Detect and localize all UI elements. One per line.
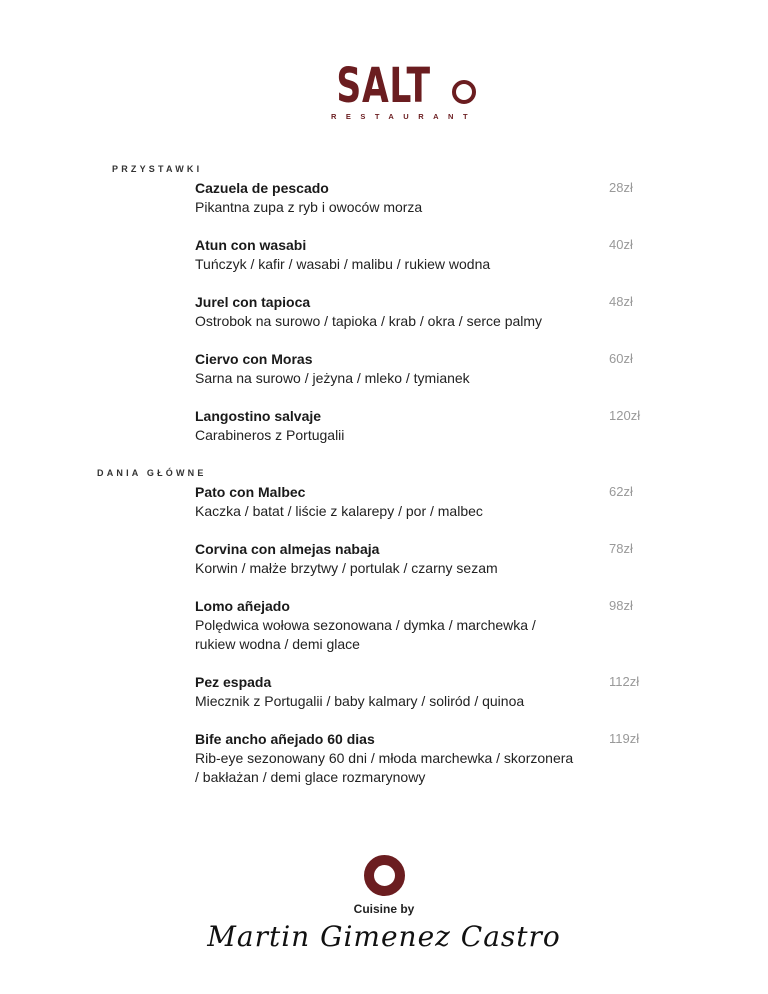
item-price: 119zł: [609, 731, 640, 746]
item-price: 112zł: [609, 674, 640, 689]
menu-item: [195, 730, 640, 787]
item-price: 28zł: [609, 180, 633, 195]
menu-item: [195, 407, 641, 445]
menu-item: [195, 597, 635, 654]
item-name: Bife ancho añejado 60 dias: [195, 731, 375, 747]
logo-ring-icon: [452, 80, 476, 104]
item-description: Pikantna zupa z ryb i owoców morza: [195, 199, 423, 215]
section-label-starters: PRZYSTAWKI: [112, 164, 203, 174]
chef-signature: Martin Gimenez Castro: [207, 920, 561, 953]
menu-item: [195, 673, 640, 711]
item-description: Kaczka / batat / liście z kalarepy / por / malbec: [195, 503, 483, 519]
item-description: Miecznik z Portugalii / baby kalmary / soliród / quinoa: [195, 693, 525, 709]
menu-item: [195, 236, 635, 274]
restaurant-logo: [0, 60, 768, 121]
item-price: 120zł: [609, 408, 641, 423]
item-price: 40zł: [609, 237, 633, 252]
item-price: 98zł: [609, 598, 633, 613]
menu-item: [195, 293, 635, 331]
logo-name: SALT: [336, 58, 432, 114]
item-description: Sarna na surowo / jeżyna / mleko / tymianek: [195, 370, 470, 386]
item-name: Lomo añejado: [195, 598, 290, 614]
item-description: Ostrobok na surowo / tapioka / krab / okra / serce palmy: [195, 313, 543, 329]
item-price: 60zł: [609, 351, 633, 366]
item-name: Pato con Malbec: [195, 484, 306, 500]
item-price: 62zł: [609, 484, 633, 499]
item-name: Langostino salvaje: [195, 408, 322, 424]
item-name: Atun con wasabi: [195, 237, 307, 253]
menu-item: [195, 350, 635, 388]
item-price: 78zł: [609, 541, 633, 556]
item-description: Rib-eye sezonowany 60 dni / młoda marchewka / skorzonera / bakłażan / demi glace rozmarynowy: [195, 750, 574, 785]
item-name: Corvina con almejas nabaja: [195, 541, 380, 557]
item-name: Jurel con tapioca: [195, 294, 311, 310]
menu-item: [195, 483, 635, 521]
item-description: Tuńczyk / kafir / wasabi / malibu / rukiew wodna: [195, 256, 491, 272]
item-description: Polędwica wołowa sezonowana / dymka / marchewka / rukiew wodna / demi glace: [195, 617, 536, 652]
menu-item: [195, 540, 635, 578]
item-price: 48zł: [609, 294, 633, 309]
item-name: Cazuela de pescado: [195, 180, 329, 196]
item-description: Carabineros z Portugalii: [195, 427, 345, 443]
item-description: Korwin / małże brzytwy / portulak / czarny sezam: [195, 560, 498, 576]
section-label-mains: DANIA GŁÓWNE: [97, 468, 207, 478]
item-name: Pez espada: [195, 674, 272, 690]
item-name: Ciervo con Moras: [195, 351, 313, 367]
cuisine-by-label: Cuisine by: [353, 902, 415, 916]
menu-item: [195, 179, 635, 217]
logo-wordmark: [318, 60, 449, 112]
footer: [0, 855, 768, 953]
ring-logo-icon: [364, 855, 405, 896]
logo-subtitle: RESTAURANT: [330, 112, 478, 121]
